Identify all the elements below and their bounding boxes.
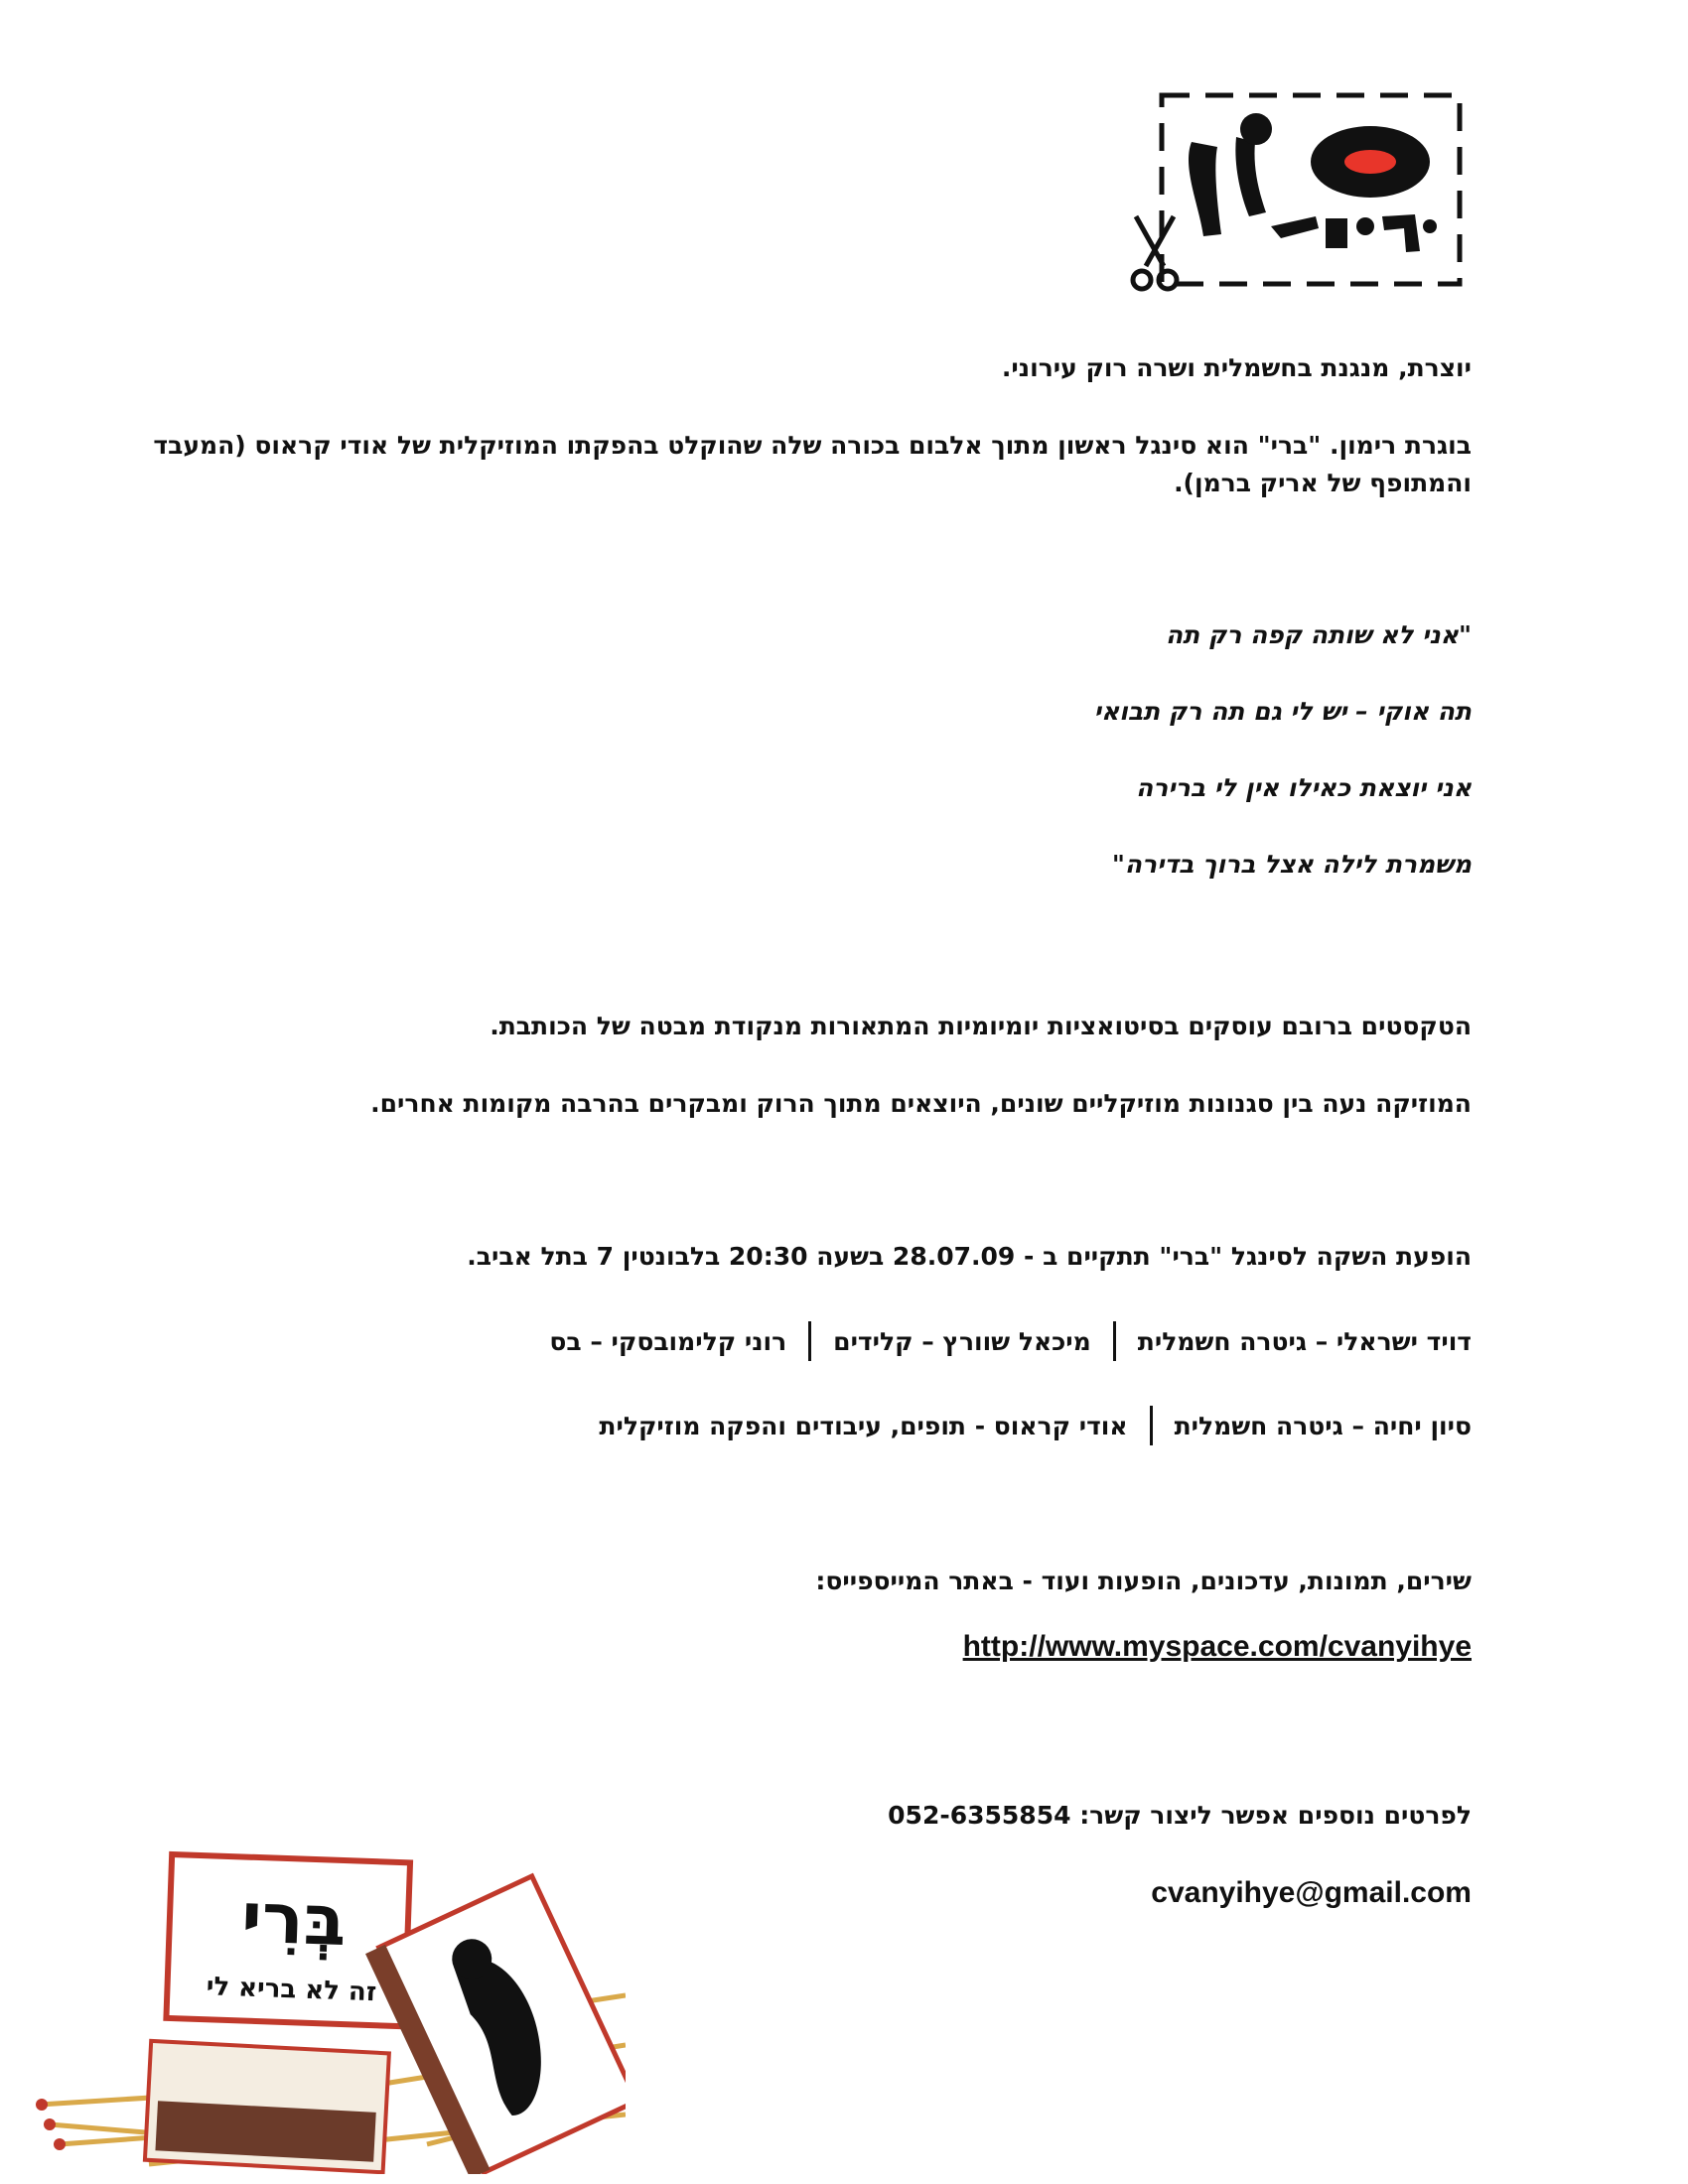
scissors-icon [1133, 216, 1177, 289]
lyric-line-4: משמרת לילה אצל ברוך בדירה" [1111, 850, 1472, 879]
band-member: אודי קראוס - תופים, עיבודים והפקה מוזיקלית [599, 1411, 1128, 1440]
separator [1150, 1406, 1153, 1445]
matchbox-title: בְּרִי [239, 1876, 349, 1963]
myspace-link[interactable]: http://www.myspace.com/cvanyihye [962, 1630, 1472, 1663]
intro-paragraph: בוגרת רימון. "ברי" הוא סינגל ראשון מתוך אלבום בכורה שלה שהוקלט בהפקתו המוזיקלית של אודי קראוס (המעבד והמתופף של אריק ברמן). [153, 431, 1472, 497]
description-line-2: המוזיקה נעה בין סגנונות מוזיקליים שונים, היוצאים מתוך הרוק ומבקרים בהרבה מקומות אחרים. [370, 1089, 1472, 1118]
artist-logo [1122, 87, 1470, 296]
intro-line: יוצרת, מנגנת בחשמלית ושרה רוק עירוני. [1001, 353, 1472, 382]
band-member: דויד ישראלי – גיטרה חשמלית [1137, 1326, 1472, 1356]
lyric-line-2: תה אוקי – יש לי גם תה רק תבואי [1093, 697, 1472, 726]
lyric-line-3: אני יוצאת כאילו אין לי ברירה [1136, 773, 1472, 802]
matchbox-subtitle: זה לא בריא לי [206, 1972, 377, 2008]
launch-info: הופעת השקה לסינגל "ברי" תתקיים ב - 28.07.09 בשעה 20:30 בלבונטין 7 בתל אביב. [467, 1242, 1472, 1271]
description-line-1: הטקסטים ברובם עוסקים בסיטואציות יומיומיות המתאורות מנקודת מבטה של הכותבת. [490, 1012, 1472, 1040]
contact-label: לפרטים נוספים אפשר ליצור קשר: 052-6355854 [888, 1801, 1472, 1830]
matchbox-illustration [30, 1846, 626, 2174]
band-member: סיון יחיה – גיטרה חשמלית [1174, 1411, 1472, 1440]
band-row-2 [599, 1405, 1472, 1446]
contact-email[interactable]: cvanyihye@gmail.com [1151, 1876, 1472, 1909]
separator [808, 1321, 811, 1361]
web-label: שירים, תמונות, עדכונים, הופעות ועוד - באתר המייספייס: [815, 1567, 1472, 1595]
band-member: רוני קלימובסקי – בס [549, 1326, 787, 1356]
lyric-line-1: "אני לא שותה קפה רק תה [1165, 620, 1472, 649]
band-member: מיכאל שוורץ – קלידים [833, 1326, 1091, 1356]
band-row-1 [549, 1320, 1472, 1362]
separator [1113, 1321, 1116, 1361]
